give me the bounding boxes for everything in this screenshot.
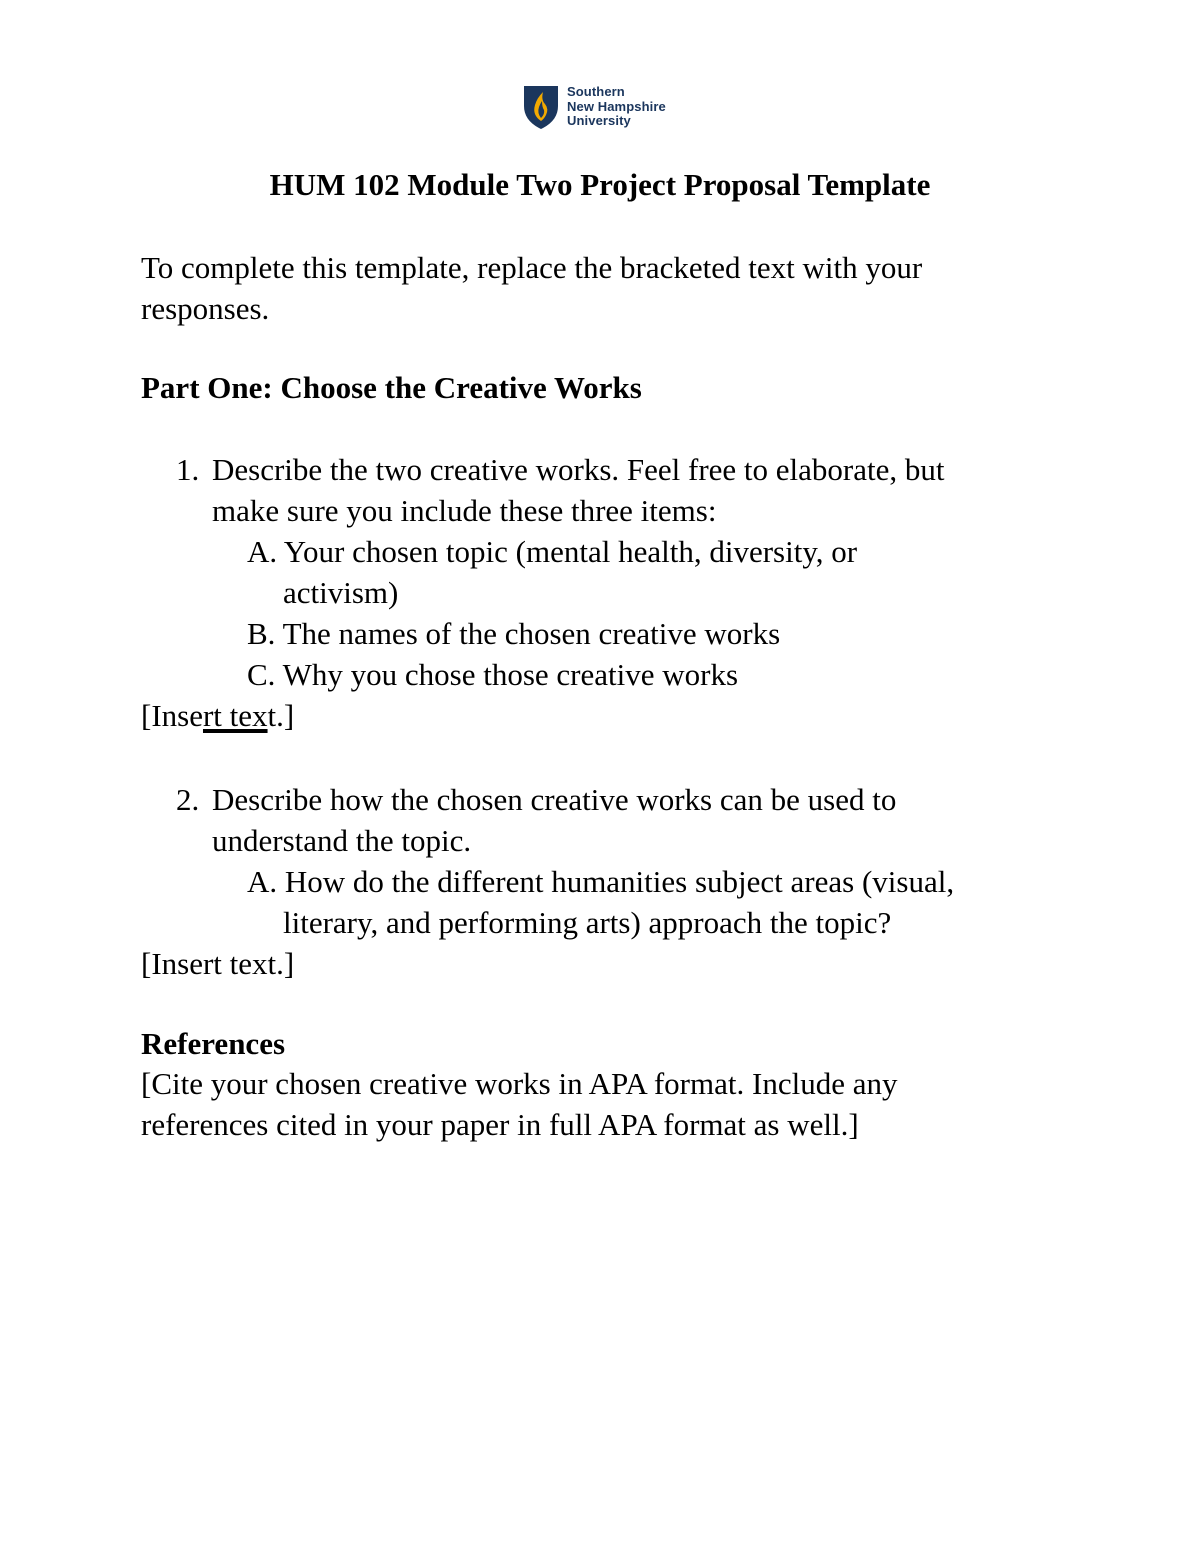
- references-line-1[interactable]: [Cite your chosen creative works in APA format. Include any: [141, 1066, 898, 1101]
- insert-text-1-part-a: [Inse: [141, 698, 203, 733]
- question-1-item-c: C. Why you chose those creative works: [247, 657, 739, 692]
- logo-line-3: University: [567, 113, 631, 128]
- logo-line-2: New Hampshire: [567, 98, 666, 114]
- question-1-number: 1.: [176, 452, 200, 487]
- question-2-line-2: understand the topic.: [212, 823, 472, 858]
- question-2-item-a: A. How do the different humanities subject areas (visual,: [247, 864, 955, 899]
- question-2-item-a-cont: literary, and performing arts) approach the topic?: [283, 905, 892, 940]
- document-title: HUM 102 Module Two Project Proposal Template: [269, 167, 931, 202]
- university-logo: [523, 84, 683, 132]
- insert-text-placeholder-1[interactable]: [141, 695, 294, 736]
- question-1: [176, 449, 945, 490]
- references-line-2[interactable]: references cited in your paper in full APA format as well.]: [141, 1107, 859, 1142]
- shield-flame-icon: [523, 84, 559, 130]
- logo-line-1: Southern: [567, 84, 625, 99]
- question-2-number: 2.: [176, 782, 200, 817]
- logo-wordmark: [567, 85, 666, 129]
- question-2-line-1: Describe how the chosen creative works can be used to: [212, 782, 897, 817]
- insert-text-1-underlined: rt tex: [202, 698, 268, 733]
- references-heading: References: [141, 1026, 286, 1061]
- question-1-item-a-cont: activism): [283, 575, 399, 610]
- question-1-item-b: B. The names of the chosen creative works: [247, 616, 781, 651]
- question-2: [176, 779, 896, 820]
- question-1-line-2: make sure you include these three items:: [212, 493, 717, 528]
- intro-line-2: responses.: [141, 291, 270, 326]
- part-one-heading: Part One: Choose the Creative Works: [141, 370, 642, 405]
- question-1-item-a: A. Your chosen topic (mental health, diversity, or: [247, 534, 858, 569]
- question-1-line-1: Describe the two creative works. Feel free to elaborate, but: [212, 452, 945, 487]
- insert-text-placeholder-2[interactable]: [Insert text.]: [141, 946, 295, 981]
- intro-line-1: To complete this template, replace the bracketed text with your: [141, 250, 923, 285]
- insert-text-1-part-c: t.]: [267, 698, 295, 733]
